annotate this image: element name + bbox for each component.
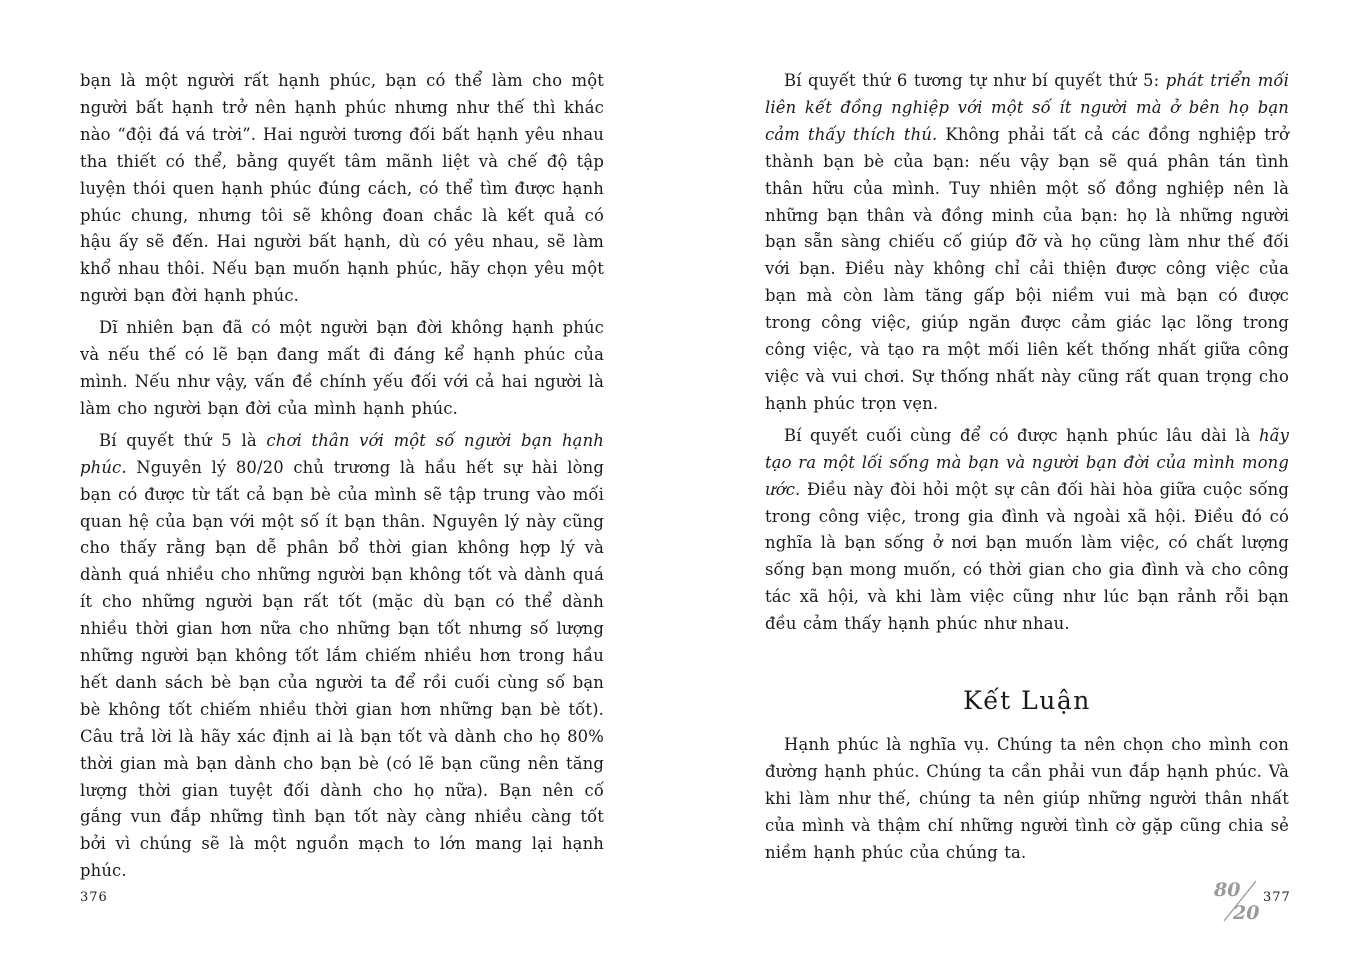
paragraph-text: Bí quyết cuối cùng để có được hạnh phúc lâu dài là (784, 425, 1259, 445)
page-number-right: 377 (1263, 890, 1291, 905)
emphasis-text: chơi thân với một số người bạn hạnh phúc. (80, 430, 604, 477)
paragraph-text: Dĩ nhiên bạn đã có một người bạn đời không hạnh phúc và nếu thế có lẽ bạn đang mất đi đáng kể hạnh phúc của mình. Nếu như vậy, vấn đề chính yếu đối với cả hai người là làm cho người bạn đời của mình hạnh phúc. (80, 318, 604, 418)
paragraph-text: Bí quyết thứ 5 là (99, 430, 267, 450)
emphasis-text: hãy tạo ra một lối sống mà bạn và người bạn đời của mình mong ước. (765, 425, 1289, 499)
logo-top-text: 80 (1214, 879, 1241, 901)
8020-logo (1212, 878, 1264, 924)
paragraph-text: Nguyên lý 80/20 chủ trương là hầu hết sự hài lòng bạn có được từ tất cả bạn bè của mình sẽ tập trung vào mối quan hệ của bạn với một số ít bạn thân. Nguyên lý này cũng cho thấy rằng bạn dễ phân bổ thời gian không hợp lý và dành quá nhiều cho những người bạn không tốt và dành quá ít cho những người bạn rất tốt (mặc dù bạn có thể dành nhiều thời gian hơn nữa cho những bạn tốt nhưng số lượng những người bạn không tốt lắm chiếm nhiều hơn trong hầu hết danh sách bè bạn của người ta để rồi cuối cùng số bạn bè không tốt chiếm nhiều thời gian hơn những bạn bè tốt). Câu trả lời là hãy xác định ai là bạn tốt và dành cho họ 80% thời gian mà bạn dành cho bạn bè (có lẽ bạn cũng nên tăng lượng thời gian tuyệt đối dành cho họ nữa). Bạn nên cố gắng vun đắp những tình bạn tốt này càng nhiều càng tốt bởi vì chúng sẽ là một nguồn mạch to lớn mang lại hạnh phúc. (80, 457, 604, 881)
paragraph (765, 423, 1289, 638)
paragraph-text: Bí quyết thứ 6 tương tự như bí quyết thứ 5: (784, 71, 1166, 90)
paragraph-text: Không phải tất cả các đồng nghiệp trở thành bạn bè của bạn: nếu vậy bạn sẽ quá phân tán tình thân hữu của mình. Tuy nhiên một số đồng nghiệp nên là những bạn thân và đồng minh của bạn: họ là những người bạn sẵn sàng chiếu cố giúp đỡ và họ cũng làm như thế đối với bạn. Điều này không chỉ cải thiện được công việc của bạn mà còn làm tăng gấp bội niềm vui mà bạn có được trong công việc, giúp ngăn được cảm giác lạc lõng trong công việc, và tạo ra một mối liên kết thống nhất giữa công việc và vui chơi. Sự thống nhất này cũng rất quan trọng cho hạnh phúc trọn vẹn. (765, 124, 1290, 413)
paragraph (80, 68, 604, 310)
section-heading: Kết Luận (963, 686, 1091, 716)
paragraph (80, 428, 604, 885)
paragraph (765, 68, 1289, 418)
right-page (765, 68, 1289, 872)
paragraph-text: bạn là một người rất hạnh phúc, bạn có thể làm cho một người bất hạnh trở nên hạnh phúc nhưng như thế thì khác nào “đội đá vá trời”. Hai người tương đối bất hạnh yêu nhau tha thiết có thể, bằng quyết tâm mãnh liệt và chế độ tập luyện thói quen hạnh phúc đúng cách, có thể tìm được hạnh phúc chung, nhưng tôi sẽ không đoan chắc là kết quả có hậu ấy sẽ đến. Hai người bất hạnh, dù có yêu nhau, sẽ làm khổ nhau thôi. Nếu bạn muốn hạnh phúc, hãy chọn yêu một người bạn đời hạnh phúc. (80, 71, 604, 306)
paragraph-text: Điều này đòi hỏi một sự cân đối hài hòa giữa cuộc sống trong công việc, trong gia đình và ngoài xã hội. Điều đó có nghĩa là bạn sống ở nơi bạn muốn làm việc, có chất lượng sống bạn mong muốn, có thời gian cho gia đình và cho công tác xã hội, và khi làm việc cũng như lúc bạn rảnh rỗi bạn đều cảm thấy hạnh phúc như nhau. (765, 479, 1289, 634)
paragraph (765, 732, 1289, 867)
page-number-left: 376 (80, 890, 108, 905)
left-page (80, 68, 604, 890)
8020-logo-icon (1212, 878, 1264, 924)
paragraph (80, 315, 604, 423)
logo-bottom-text: 20 (1233, 902, 1260, 924)
emphasis-text: phát triển mối liên kết đồng nghiệp với một số ít người mà ở bên họ bạn cảm thấy thích thú. (765, 71, 1289, 144)
paragraph-text: Hạnh phúc là nghĩa vụ. Chúng ta nên chọn cho mình con đường hạnh phúc. Chúng ta cần phải vun đắp hạnh phúc. Và khi làm như thế, chúng ta nên giúp những người thân nhất của mình và thậm chí những người tình cờ gặp cũng chia sẻ niềm hạnh phúc của chúng ta. (765, 735, 1289, 862)
